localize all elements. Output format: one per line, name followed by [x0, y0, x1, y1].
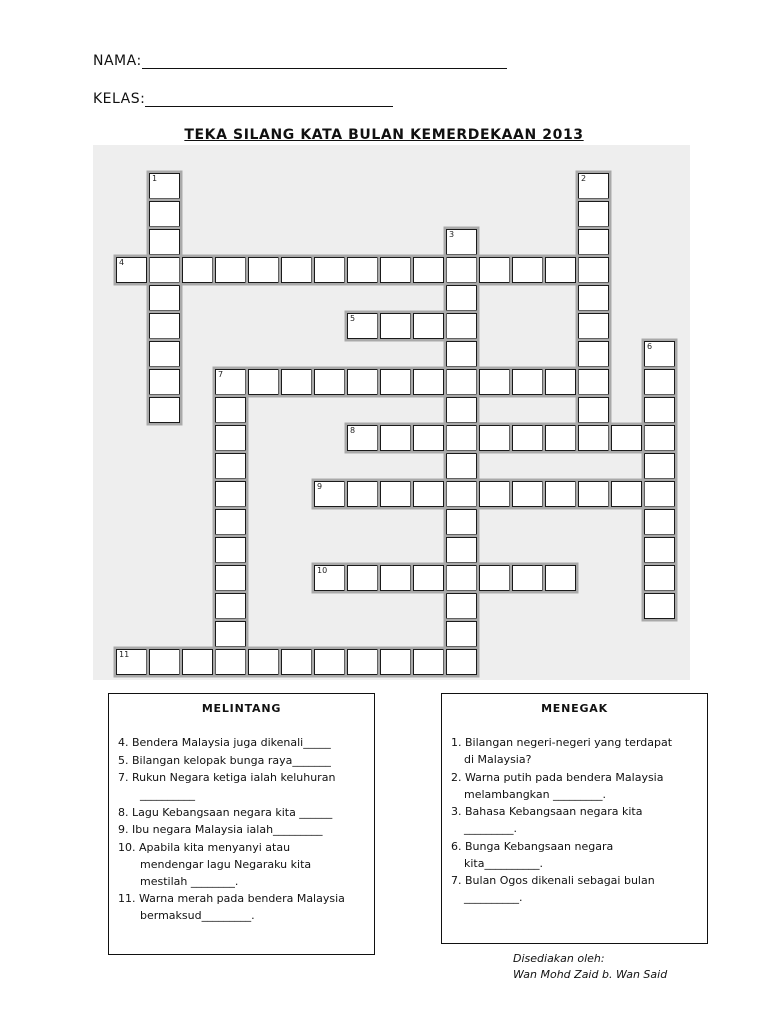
grid-cell[interactable] — [644, 481, 675, 507]
grid-cell[interactable] — [380, 565, 411, 591]
clue-number: 5 — [350, 314, 356, 323]
clue-line: bermaksud_________. — [140, 909, 255, 922]
grid-cell[interactable] — [446, 453, 477, 479]
clue-number: 9 — [317, 482, 323, 491]
clue-line: di Malaysia? — [464, 753, 532, 766]
grid-cell[interactable] — [545, 257, 576, 283]
grid-cell[interactable] — [578, 369, 609, 395]
down-heading: MENEGAK — [541, 702, 608, 715]
grid-cell[interactable] — [413, 649, 444, 675]
clue-line: mendengar lagu Negaraku kita — [140, 857, 312, 871]
clue-number: 11 — [119, 650, 130, 659]
grid-cell[interactable] — [347, 565, 378, 591]
grid-cell[interactable] — [545, 369, 576, 395]
name-field[interactable] — [93, 53, 507, 69]
grid-cell[interactable] — [116, 257, 147, 283]
grid-cell[interactable] — [215, 565, 246, 591]
grid-cell[interactable] — [314, 649, 345, 675]
down-clue — [451, 803, 701, 837]
grid-cell[interactable] — [644, 509, 675, 535]
across-clue — [118, 839, 368, 890]
grid-cell[interactable] — [446, 397, 477, 423]
clue-line: mestilah ________. — [140, 874, 239, 888]
clue-number: 10 — [317, 566, 328, 575]
grid-cell[interactable] — [446, 481, 477, 507]
clue-line: __________. — [464, 891, 523, 904]
grid-cell[interactable] — [479, 481, 510, 507]
across-clue — [118, 804, 368, 821]
clue-line: 3. Bahasa Kebangsaan negara kita — [451, 805, 643, 818]
grid-cell[interactable] — [215, 453, 246, 479]
clue-line: 7. Bulan Ogos dikenali sebagai bulan — [451, 874, 655, 887]
grid-cell[interactable] — [413, 313, 444, 339]
name-label: NAMA: — [93, 53, 142, 69]
grid-cell[interactable] — [644, 341, 675, 367]
grid-cell[interactable] — [545, 481, 576, 507]
down-clue — [451, 872, 701, 906]
grid-cell[interactable] — [413, 565, 444, 591]
clue-line: 8. Lagu Kebangsaan negara kita ______ — [118, 805, 333, 819]
grid-cell[interactable] — [182, 649, 213, 675]
grid-cell[interactable] — [314, 481, 345, 507]
clue-line: __________ — [140, 788, 195, 801]
grid-cell[interactable] — [215, 537, 246, 563]
clue-line: 7. Rukun Negara ketiga ialah keluhuran — [118, 771, 336, 784]
grid-cell[interactable] — [215, 621, 246, 647]
grid-cell[interactable] — [578, 285, 609, 311]
grid-cell[interactable] — [446, 341, 477, 367]
grid-cell[interactable] — [380, 481, 411, 507]
grid-cell[interactable] — [215, 649, 246, 675]
grid-cell[interactable] — [446, 369, 477, 395]
grid-cell[interactable] — [545, 565, 576, 591]
grid-cell[interactable] — [149, 313, 180, 339]
grid-cell[interactable] — [149, 173, 180, 199]
clue-number: 1 — [152, 174, 158, 183]
clue-line: 9. Ibu negara Malaysia ialah_________ — [118, 823, 323, 836]
grid-cell[interactable] — [149, 341, 180, 367]
credit-author: Wan Mohd Zaid b. Wan Said — [513, 968, 668, 981]
grid-cell[interactable] — [149, 285, 180, 311]
grid-cell[interactable] — [578, 173, 609, 199]
grid-cell[interactable] — [314, 369, 345, 395]
grid-cell[interactable] — [611, 425, 642, 451]
grid-cell[interactable] — [347, 425, 378, 451]
grid-cell[interactable] — [149, 649, 180, 675]
grid-cell[interactable] — [512, 257, 543, 283]
grid-cell[interactable] — [578, 201, 609, 227]
grid-cell[interactable] — [479, 257, 510, 283]
clue-line: 6. Bunga Kebangsaan negara — [451, 839, 614, 853]
grid-cell[interactable] — [578, 257, 609, 283]
down-clue — [451, 769, 701, 803]
grid-cell[interactable] — [446, 285, 477, 311]
grid-cell[interactable] — [611, 481, 642, 507]
across-clue — [118, 734, 368, 751]
grid-cell[interactable] — [215, 397, 246, 423]
grid-cell[interactable] — [215, 593, 246, 619]
grid-cell[interactable] — [347, 313, 378, 339]
grid-cell[interactable] — [446, 649, 477, 675]
grid-cell[interactable] — [479, 565, 510, 591]
grid-cell[interactable] — [380, 257, 411, 283]
grid-cell[interactable] — [446, 537, 477, 563]
grid-cell[interactable] — [446, 621, 477, 647]
grid-cell[interactable] — [149, 201, 180, 227]
grid-cell[interactable] — [347, 481, 378, 507]
clue-line: 10. Apabila kita menyanyi atau — [118, 840, 291, 854]
grid-cell[interactable] — [347, 369, 378, 395]
grid-cell[interactable] — [281, 257, 312, 283]
grid-cell[interactable] — [479, 369, 510, 395]
down-clues-box — [441, 693, 708, 944]
clue-line: kita__________. — [464, 856, 543, 870]
grid-cell[interactable] — [578, 425, 609, 451]
grid-cell[interactable] — [446, 313, 477, 339]
grid-cell[interactable] — [644, 593, 675, 619]
grid-cell[interactable] — [512, 565, 543, 591]
clue-line: melambangkan _________. — [464, 787, 607, 801]
credit — [513, 951, 667, 983]
grid-cell[interactable] — [215, 509, 246, 535]
grid-cell[interactable] — [413, 369, 444, 395]
grid-cell[interactable] — [380, 313, 411, 339]
grid-cell[interactable] — [644, 369, 675, 395]
grid-cell[interactable] — [347, 649, 378, 675]
across-heading: MELINTANG — [201, 702, 282, 715]
grid-cell[interactable] — [215, 425, 246, 451]
grid-cell[interactable] — [215, 369, 246, 395]
grid-cell[interactable] — [644, 453, 675, 479]
grid-cell[interactable] — [149, 257, 180, 283]
grid-cell[interactable] — [644, 397, 675, 423]
across-clue — [118, 890, 368, 924]
clue-number: 4 — [119, 258, 125, 267]
grid-cell[interactable] — [215, 257, 246, 283]
grid-cell[interactable] — [380, 425, 411, 451]
grid-cell[interactable] — [644, 537, 675, 563]
grid-cell[interactable] — [149, 229, 180, 255]
crossword-grid — [93, 145, 690, 680]
credit-label: Disediakan oleh: — [513, 952, 605, 965]
grid-cell[interactable] — [446, 565, 477, 591]
clue-line: 4. Bendera Malaysia juga dikenali_____ — [118, 736, 331, 749]
grid-cell[interactable] — [446, 425, 477, 451]
grid-cell[interactable] — [413, 425, 444, 451]
class-blank[interactable] — [145, 92, 393, 107]
name-blank[interactable] — [142, 54, 507, 69]
grid-cell[interactable] — [413, 257, 444, 283]
across-clue — [118, 752, 368, 769]
class-field[interactable] — [93, 91, 393, 107]
grid-cell[interactable] — [215, 481, 246, 507]
clue-number: 8 — [350, 426, 356, 435]
down-clue — [451, 838, 701, 872]
grid-cell[interactable] — [545, 425, 576, 451]
grid-cell[interactable] — [248, 257, 279, 283]
clue-number: 3 — [449, 230, 455, 239]
grid-cell[interactable] — [446, 257, 477, 283]
grid-cell[interactable] — [512, 481, 543, 507]
grid-cell[interactable] — [479, 425, 510, 451]
clue-line: 5. Bilangan kelopak bunga raya_______ — [118, 753, 331, 767]
grid-cell[interactable] — [446, 509, 477, 535]
grid-cell[interactable] — [644, 565, 675, 591]
grid-cell[interactable] — [380, 369, 411, 395]
class-label: KELAS: — [93, 91, 146, 107]
clue-number: 6 — [647, 342, 653, 351]
grid-cell[interactable] — [182, 257, 213, 283]
across-clue — [118, 821, 368, 838]
grid-cell[interactable] — [314, 565, 345, 591]
grid-cell[interactable] — [347, 257, 378, 283]
grid-cell[interactable] — [578, 481, 609, 507]
clue-line: 11. Warna merah pada bendera Malaysia — [118, 892, 345, 905]
grid-cell[interactable] — [446, 229, 477, 255]
grid-cell[interactable] — [512, 425, 543, 451]
grid-cell[interactable] — [446, 593, 477, 619]
grid-cell[interactable] — [380, 649, 411, 675]
grid-cell[interactable] — [578, 341, 609, 367]
across-clue — [118, 769, 368, 803]
grid-cell[interactable] — [578, 397, 609, 423]
grid-cell[interactable] — [248, 649, 279, 675]
grid-cell[interactable] — [314, 257, 345, 283]
across-clue-list — [118, 734, 368, 925]
grid-cell[interactable] — [281, 649, 312, 675]
down-clue-list — [451, 734, 701, 907]
grid-cell[interactable] — [248, 369, 279, 395]
page-title: TEKA SILANG KATA BULAN KEMERDEKAAN 2013 — [184, 127, 584, 143]
across-clues-box — [108, 693, 375, 955]
grid-cell[interactable] — [578, 313, 609, 339]
grid-cell[interactable] — [116, 649, 147, 675]
grid-cell[interactable] — [578, 229, 609, 255]
down-clue — [451, 734, 701, 768]
grid-cell[interactable] — [512, 369, 543, 395]
clue-line: _________. — [464, 822, 517, 835]
clue-number: 2 — [581, 174, 587, 183]
grid-cell[interactable] — [281, 369, 312, 395]
clue-line: 2. Warna putih pada bendera Malaysia — [451, 770, 664, 784]
grid-cell[interactable] — [413, 481, 444, 507]
grid-cell[interactable] — [149, 397, 180, 423]
clue-number: 7 — [218, 370, 224, 379]
clue-line: 1. Bilangan negeri-negeri yang terdapat — [451, 736, 673, 749]
grid-cell[interactable] — [149, 369, 180, 395]
grid-cell[interactable] — [644, 425, 675, 451]
